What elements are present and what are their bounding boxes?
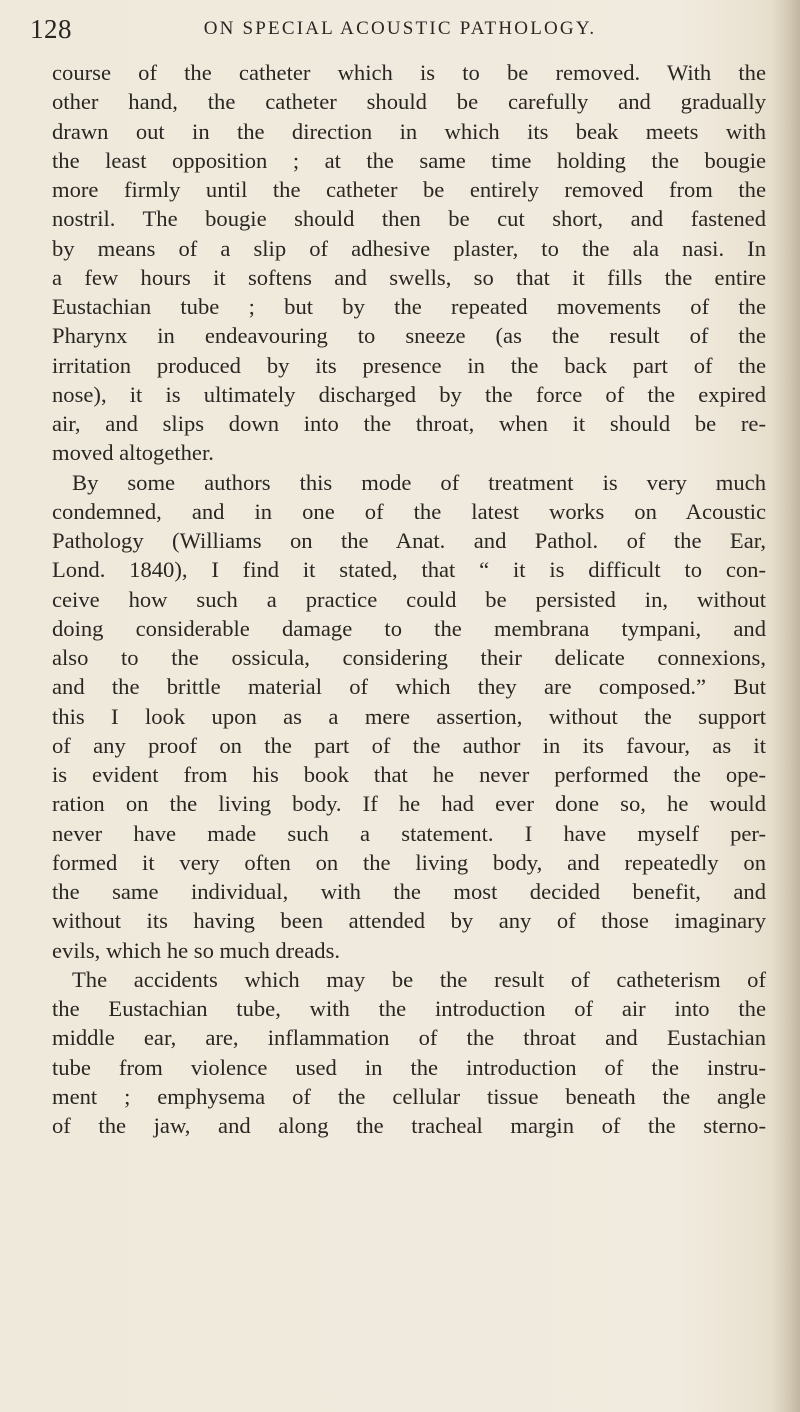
- text-line: ceive how such a practice could be persisted in, without: [52, 586, 766, 612]
- text-line: The accidents which may be the result of catheterism of: [72, 966, 766, 992]
- running-title: ON SPECIAL ACOUSTIC PATHOLOGY.: [203, 18, 597, 39]
- text-line: ration on the living body. If he had ever done so, he would: [52, 791, 766, 817]
- text-line: formed it very often on the living body, and repeatedly on: [52, 849, 766, 875]
- body-text: [52, 58, 766, 1140]
- text-line: is evident from his book that he never performed the ope-: [52, 762, 766, 787]
- text-line: Pathology (Williams on the Anat. and Pathol. of the Ear,: [52, 528, 766, 553]
- page-number: 128: [30, 14, 72, 44]
- text-line: nose), it is ultimately discharged by the force of the expired: [52, 381, 766, 407]
- text-line: drawn out in the direction in which its beak meets with: [52, 118, 766, 144]
- text-line: this I look upon as a mere assertion, without the support: [52, 703, 766, 729]
- text-line: without its having been attended by any of those imaginary: [52, 908, 766, 934]
- text-line: moved altogether.: [52, 440, 214, 466]
- text-line: nostril. The bougie should then be cut short, and fastened: [52, 206, 766, 232]
- text-line: course of the catheter which is to be removed. With the: [52, 60, 766, 85]
- text-line: a few hours it softens and swells, so that it fills the entire: [52, 264, 766, 290]
- text-line: of the jaw, and along the tracheal margin of the sterno-: [52, 1113, 766, 1138]
- text-line: by means of a slip of adhesive plaster, to the ala nasi. In: [52, 235, 766, 261]
- text-line: Lond. 1840), I find it stated, that “ it is difficult to con-: [52, 557, 766, 583]
- text-line: air, and slips down into the throat, when it should be re-: [52, 411, 766, 436]
- text-line: tube from violence used in the introduction of the instru-: [52, 1054, 766, 1080]
- text-line: evils, which he so much dreads.: [52, 937, 341, 963]
- text-line: Pharynx in endeavouring to sneeze (as the result of the: [52, 323, 766, 349]
- text-line: irritation produced by its presence in the back part of the: [52, 352, 766, 378]
- text-line: the same individual, with the most decided benefit, and: [52, 879, 766, 904]
- text-line: middle ear, are, inflammation of the throat and Eustachian: [52, 1025, 766, 1051]
- text-line: also to the ossicula, considering their delicate connexions,: [52, 645, 766, 670]
- text-line: other hand, the catheter should be carefully and gradually: [52, 89, 766, 115]
- text-line: Eustachian tube ; but by the repeated movements of the: [52, 294, 766, 319]
- text-line: condemned, and in one of the latest works on Acoustic: [52, 498, 766, 524]
- page-header: [30, 14, 730, 50]
- text-line: ment ; emphysema of the cellular tissue beneath the angle: [52, 1083, 766, 1109]
- text-line: the least opposition ; at the same time holding the bougie: [52, 147, 766, 173]
- text-line: the Eustachian tube, with the introduction of air into the: [52, 996, 766, 1021]
- text-line: of any proof on the part of the author in its favour, as it: [52, 732, 766, 758]
- text-line: more firmly until the catheter be entirely removed from the: [52, 177, 766, 202]
- page-edge-shadow: [772, 0, 800, 1412]
- text-line: never have made such a statement. I have myself per-: [52, 820, 766, 846]
- text-line: and the brittle material of which they are composed.” But: [52, 674, 766, 700]
- text-line: By some authors this mode of treatment is very much: [72, 469, 766, 495]
- text-line: doing considerable damage to the membrana tympani, and: [52, 615, 766, 641]
